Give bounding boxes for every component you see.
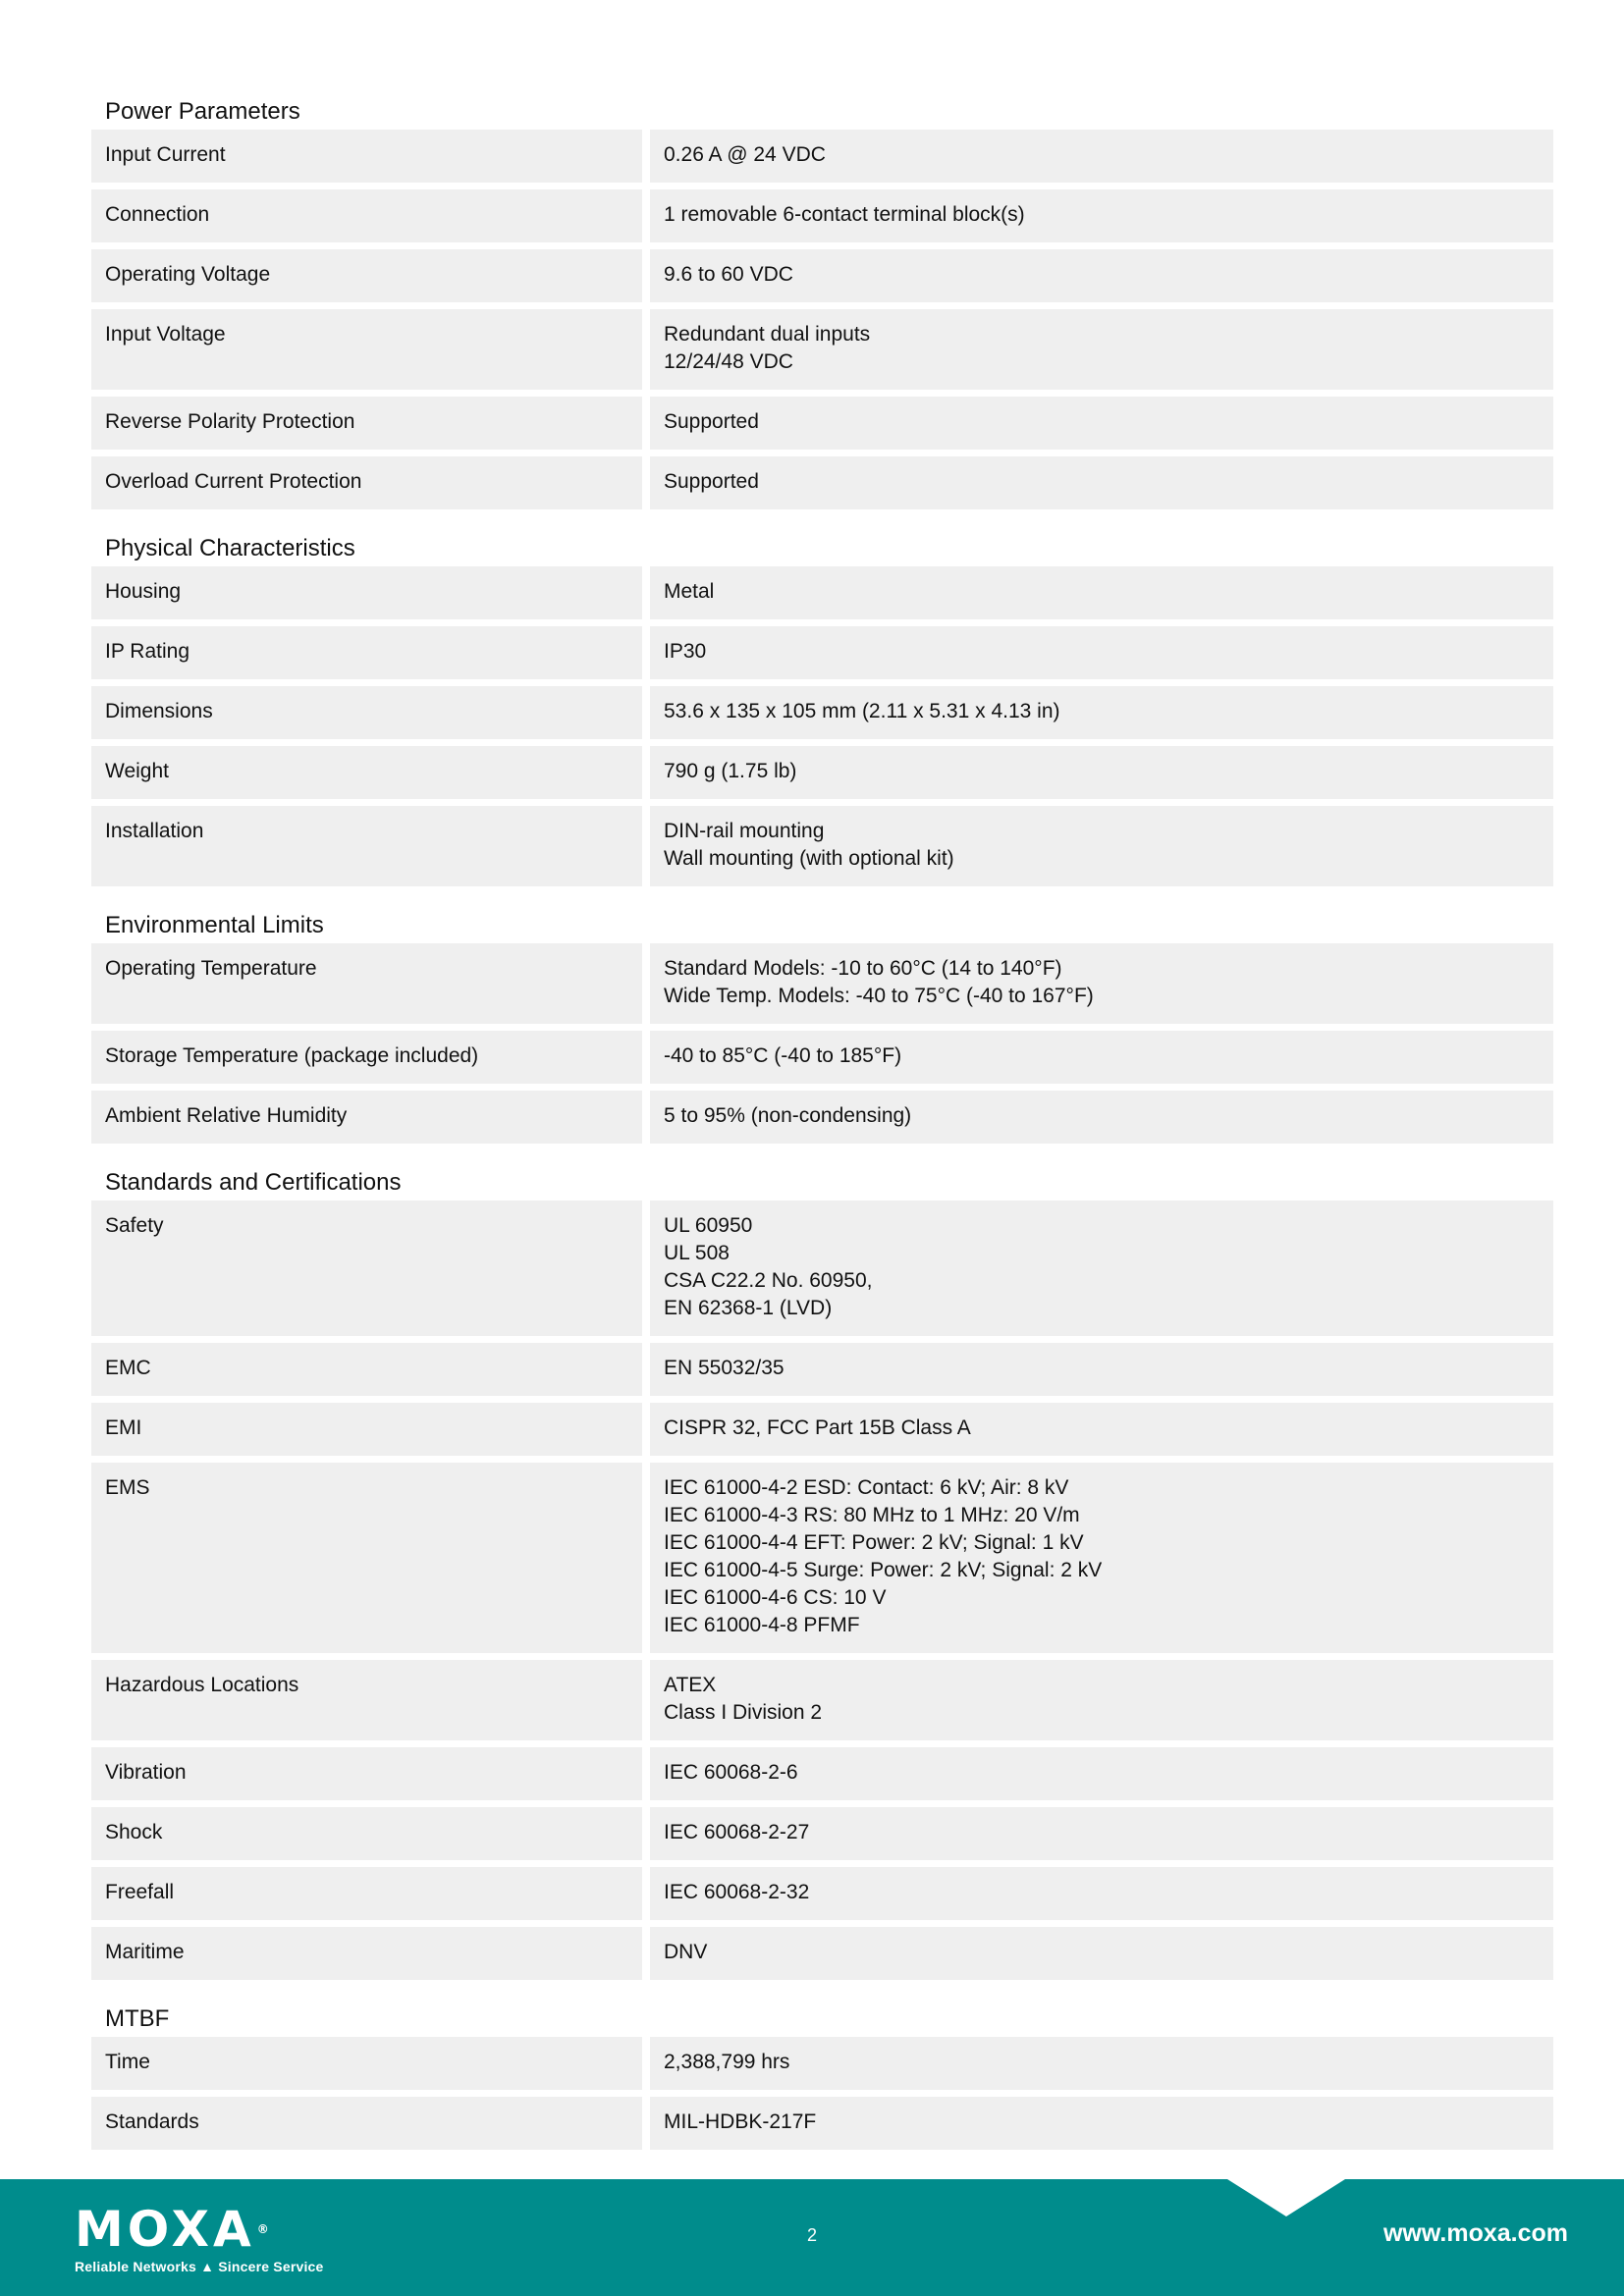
spec-value-line: IEC 61000-4-8 PFMF xyxy=(664,1614,860,1636)
spec-label: Storage Temperature (package included) xyxy=(91,1031,642,1084)
spec-value xyxy=(650,1403,1553,1456)
page-footer xyxy=(0,2179,1624,2296)
spec-value-line: MIL-HDBK-217F xyxy=(664,2110,817,2133)
spec-value xyxy=(650,1927,1553,1980)
spec-value-line: IEC 61000-4-5 Surge: Power: 2 kV; Signal: 2 kV xyxy=(664,1559,1103,1581)
spec-value xyxy=(650,1807,1553,1860)
registered-mark: ® xyxy=(256,2222,273,2236)
spec-label: Maritime xyxy=(91,1927,642,1980)
spec-value xyxy=(650,309,1553,390)
spec-value xyxy=(650,1660,1553,1740)
spec-value-line: Wall mounting (with optional kit) xyxy=(664,847,954,870)
spec-value xyxy=(650,1747,1553,1800)
spec-label: Shock xyxy=(91,1807,642,1860)
spec-row xyxy=(91,806,1553,886)
page-number: 2 xyxy=(806,2225,817,2245)
spec-value-line: Redundant dual inputs xyxy=(664,323,871,346)
spec-value xyxy=(650,626,1553,679)
spec-value-line: Metal xyxy=(664,580,715,603)
spec-row xyxy=(91,1867,1553,1920)
spec-value xyxy=(650,1463,1553,1653)
section-title: Power Parameters xyxy=(105,98,300,125)
logo-tagline: Reliable Networks ▲ Sincere Service xyxy=(75,2259,324,2274)
spec-section xyxy=(91,2002,1553,2150)
spec-row xyxy=(91,249,1553,302)
spec-row xyxy=(91,309,1553,390)
spec-value-line: IEC 61000-4-6 CS: 10 V xyxy=(664,1586,887,1609)
spec-section xyxy=(91,531,1553,886)
spec-label: Operating Voltage xyxy=(91,249,642,302)
spec-label: Overload Current Protection xyxy=(91,456,642,509)
spec-value-line: IP30 xyxy=(664,640,707,663)
logo-text: MOXA xyxy=(75,2201,255,2258)
spec-row xyxy=(91,626,1553,679)
spec-row xyxy=(91,456,1553,509)
spec-value-line: IEC 60068-2-27 xyxy=(664,1821,810,1843)
spec-label: Housing xyxy=(91,566,642,619)
spec-value xyxy=(650,2097,1553,2150)
spec-value-line: EN 62368-1 (LVD) xyxy=(664,1297,833,1319)
spec-value xyxy=(650,249,1553,302)
spec-value-line: IEC 60068-2-32 xyxy=(664,1881,810,1903)
spec-value-line: UL 60950 xyxy=(664,1214,753,1237)
spec-value xyxy=(650,1031,1553,1084)
spec-value xyxy=(650,1867,1553,1920)
spec-label: Freefall xyxy=(91,1867,642,1920)
spec-section xyxy=(91,1165,1553,1980)
spec-value xyxy=(650,943,1553,1024)
spec-label: Input Voltage xyxy=(91,309,642,390)
spec-value xyxy=(650,686,1553,739)
spec-row xyxy=(91,189,1553,242)
spec-value xyxy=(650,456,1553,509)
spec-label: EMS xyxy=(91,1463,642,1653)
spec-value-line: ATEX xyxy=(664,1674,717,1696)
spec-value-line: 5 to 95% (non-condensing) xyxy=(664,1104,912,1127)
spec-label: Reverse Polarity Protection xyxy=(91,397,642,450)
spec-row xyxy=(91,1403,1553,1456)
spec-value-line: 53.6 x 135 x 105 mm (2.11 x 5.31 x 4.13 in) xyxy=(664,700,1060,722)
spec-row xyxy=(91,1201,1553,1336)
spec-value xyxy=(650,806,1553,886)
spec-label: Ambient Relative Humidity xyxy=(91,1091,642,1144)
spec-section xyxy=(91,94,1553,509)
spec-value-line: Standard Models: -10 to 60°C (14 to 140°F) xyxy=(664,957,1062,980)
spec-row xyxy=(91,130,1553,183)
spec-row xyxy=(91,2097,1553,2150)
spec-row xyxy=(91,1463,1553,1653)
spec-label: EMC xyxy=(91,1343,642,1396)
spec-value xyxy=(650,1091,1553,1144)
spec-row xyxy=(91,1343,1553,1396)
spec-value xyxy=(650,1201,1553,1336)
section-title: Physical Characteristics xyxy=(105,535,355,561)
spec-label: Hazardous Locations xyxy=(91,1660,642,1740)
spec-value-line: 790 g (1.75 lb) xyxy=(664,760,797,782)
spec-label: Installation xyxy=(91,806,642,886)
spec-row xyxy=(91,746,1553,799)
spec-label: Input Current xyxy=(91,130,642,183)
spec-value-line: Supported xyxy=(664,410,759,433)
spec-value-line: 12/24/48 VDC xyxy=(664,350,793,373)
spec-value xyxy=(650,1343,1553,1396)
spec-value-line: IEC 60068-2-6 xyxy=(664,1761,798,1784)
spec-label: Safety xyxy=(91,1201,642,1336)
spec-row xyxy=(91,1091,1553,1144)
spec-row xyxy=(91,1660,1553,1740)
spec-value-line: CISPR 32, FCC Part 15B Class A xyxy=(664,1416,971,1439)
spec-value-line: Wide Temp. Models: -40 to 75°C (-40 to 167°F) xyxy=(664,985,1094,1007)
spec-value-line: EN 55032/35 xyxy=(664,1357,785,1379)
spec-value-line: IEC 61000-4-3 RS: 80 MHz to 1 MHz: 20 V/m xyxy=(664,1504,1080,1526)
section-title: Standards and Certifications xyxy=(105,1169,402,1196)
spec-value xyxy=(650,130,1553,183)
spec-row xyxy=(91,1031,1553,1084)
spec-value xyxy=(650,2037,1553,2090)
spec-row xyxy=(91,1927,1553,1980)
spec-label: Standards xyxy=(91,2097,642,2150)
spec-label: Time xyxy=(91,2037,642,2090)
spec-value xyxy=(650,189,1553,242)
spec-value-line: UL 508 xyxy=(664,1242,730,1264)
spec-value xyxy=(650,746,1553,799)
moxa-logo xyxy=(75,2201,324,2275)
spec-value-line: IEC 61000-4-4 EFT: Power: 2 kV; Signal: 1 kV xyxy=(664,1531,1084,1554)
spec-section xyxy=(91,908,1553,1144)
spec-value-line: 1 removable 6-contact terminal block(s) xyxy=(664,203,1025,226)
spec-row xyxy=(91,2037,1553,2090)
spec-value xyxy=(650,566,1553,619)
spec-value-line: Class I Division 2 xyxy=(664,1701,823,1724)
spec-label: EMI xyxy=(91,1403,642,1456)
spec-row xyxy=(91,1807,1553,1860)
footer-notch-shape xyxy=(1227,2179,1345,2216)
spec-value-line: CSA C22.2 No. 60950, xyxy=(664,1269,873,1292)
spec-value-line: 2,388,799 hrs xyxy=(664,2051,790,2073)
spec-value-line: 9.6 to 60 VDC xyxy=(664,263,793,286)
spec-label: Dimensions xyxy=(91,686,642,739)
spec-value-line: Supported xyxy=(664,470,759,493)
spec-row xyxy=(91,397,1553,450)
spec-value-line: IEC 61000-4-2 ESD: Contact: 6 kV; Air: 8 kV xyxy=(664,1476,1069,1499)
spec-value-line: DNV xyxy=(664,1941,708,1963)
spec-label: Vibration xyxy=(91,1747,642,1800)
spec-label: Weight xyxy=(91,746,642,799)
spec-value xyxy=(650,397,1553,450)
spec-value-line: DIN-rail mounting xyxy=(664,820,825,842)
spec-value-line: 0.26 A @ 24 VDC xyxy=(664,143,826,166)
spec-label: IP Rating xyxy=(91,626,642,679)
spec-label: Operating Temperature xyxy=(91,943,642,1024)
spec-table xyxy=(91,94,1553,2157)
spec-value-line: -40 to 85°C (-40 to 185°F) xyxy=(664,1044,902,1067)
spec-row xyxy=(91,1747,1553,1800)
spec-label: Connection xyxy=(91,189,642,242)
section-title: MTBF xyxy=(105,2005,170,2032)
section-title: Environmental Limits xyxy=(105,912,324,938)
logo-wordmark xyxy=(75,2201,324,2258)
spec-row xyxy=(91,943,1553,1024)
spec-row xyxy=(91,686,1553,739)
spec-row xyxy=(91,566,1553,619)
website-link[interactable]: www.moxa.com xyxy=(1382,2219,1568,2247)
